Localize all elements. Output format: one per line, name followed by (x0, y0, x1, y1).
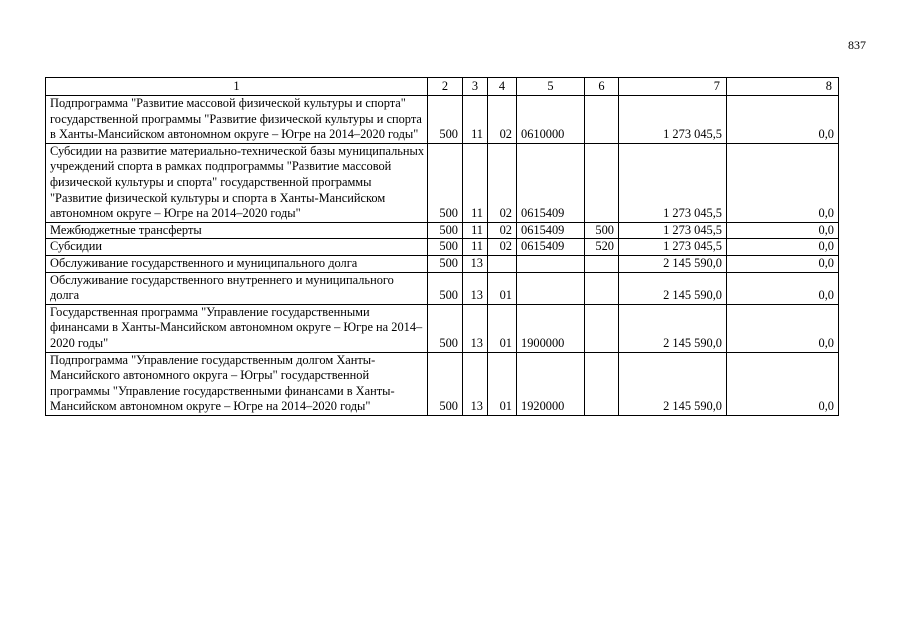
table-row (46, 96, 839, 144)
row-cell-col8: 0,0 (727, 304, 839, 352)
row-cell-col4: 02 (488, 222, 517, 239)
row-cell-col4: 01 (488, 352, 517, 415)
row-cell-col4: 02 (488, 143, 517, 222)
row-cell-col5: 1920000 (517, 352, 585, 415)
row-cell-col7: 2 145 590,0 (619, 304, 727, 352)
row-cell-col3: 11 (463, 96, 488, 144)
table-row (46, 272, 839, 304)
row-cell-col5: 0610000 (517, 96, 585, 144)
header-col-3: 3 (463, 78, 488, 96)
header-col-4: 4 (488, 78, 517, 96)
row-cell-col5: 0615409 (517, 143, 585, 222)
row-cell-col6: 500 (585, 222, 619, 239)
row-cell-col2: 500 (428, 222, 463, 239)
table-row (46, 239, 839, 256)
row-cell-col7: 2 145 590,0 (619, 272, 727, 304)
row-cell-col8: 0,0 (727, 96, 839, 144)
row-cell-col7: 1 273 045,5 (619, 239, 727, 256)
row-name-cell: Обслуживание государственного и муниципального долга (46, 255, 428, 272)
row-cell-col8: 0,0 (727, 239, 839, 256)
row-cell-col2: 500 (428, 96, 463, 144)
header-col-8: 8 (727, 78, 839, 96)
row-cell-col2: 500 (428, 143, 463, 222)
budget-table (45, 77, 839, 416)
header-col-6: 6 (585, 78, 619, 96)
header-col-5: 5 (517, 78, 585, 96)
row-cell-col5: 0615409 (517, 222, 585, 239)
header-col-7: 7 (619, 78, 727, 96)
row-cell-col3: 13 (463, 272, 488, 304)
row-cell-col6: 520 (585, 239, 619, 256)
header-col-1: 1 (46, 78, 428, 96)
row-name-cell: Подпрограмма "Управление государственным долгом Ханты-Мансийского автономного округа – Югры" государственной программы "Управление государственными финансами в Ханты-Мансийском автономном округе – Югре на 2014–2020 годы" (46, 352, 428, 415)
row-cell-col4: 02 (488, 239, 517, 256)
row-cell-col2: 500 (428, 272, 463, 304)
row-cell-col5: 0615409 (517, 239, 585, 256)
row-cell-col6 (585, 352, 619, 415)
row-cell-col5 (517, 272, 585, 304)
row-cell-col4: 01 (488, 272, 517, 304)
row-cell-col8: 0,0 (727, 352, 839, 415)
row-cell-col2: 500 (428, 255, 463, 272)
row-cell-col8: 0,0 (727, 272, 839, 304)
row-cell-col3: 13 (463, 255, 488, 272)
row-cell-col5: 1900000 (517, 304, 585, 352)
table-header-row (46, 78, 839, 96)
row-cell-col6 (585, 96, 619, 144)
row-cell-col5 (517, 255, 585, 272)
row-cell-col7: 1 273 045,5 (619, 96, 727, 144)
row-name-cell: Подпрограмма "Развитие массовой физической культуры и спорта" государственной программы "Развитие физической культуры и спорта в Ханты-Мансийском автономном округе – Югре на 2014–2020 годы" (46, 96, 428, 144)
row-cell-col4: 02 (488, 96, 517, 144)
table-row (46, 222, 839, 239)
row-cell-col3: 11 (463, 143, 488, 222)
row-cell-col2: 500 (428, 304, 463, 352)
row-cell-col6 (585, 272, 619, 304)
row-cell-col8: 0,0 (727, 143, 839, 222)
row-cell-col3: 13 (463, 304, 488, 352)
table-row (46, 352, 839, 415)
row-cell-col3: 11 (463, 239, 488, 256)
row-cell-col6 (585, 255, 619, 272)
row-cell-col3: 13 (463, 352, 488, 415)
row-cell-col2: 500 (428, 352, 463, 415)
header-col-2: 2 (428, 78, 463, 96)
row-cell-col7: 1 273 045,5 (619, 222, 727, 239)
page-number: 837 (848, 38, 866, 52)
row-cell-col4 (488, 255, 517, 272)
row-name-cell: Обслуживание государственного внутреннего и муниципального долга (46, 272, 428, 304)
row-cell-col3: 11 (463, 222, 488, 239)
row-name-cell: Межбюджетные трансферты (46, 222, 428, 239)
row-name-cell: Субсидии на развитие материально-технической базы муниципальных учреждений спорта в рамках подпрограммы "Развитие массовой физической культуры и спорта" государственной программы "Развитие физической культуры и спорта в Ханты-Мансийском автономном округе – Югре на 2014–2020 годы" (46, 143, 428, 222)
row-cell-col6 (585, 143, 619, 222)
row-cell-col7: 2 145 590,0 (619, 255, 727, 272)
row-name-cell: Субсидии (46, 239, 428, 256)
row-name-cell: Государственная программа "Управление государственными финансами в Ханты-Мансийском автономном округе – Югре на 2014–2020 годы" (46, 304, 428, 352)
row-cell-col7: 2 145 590,0 (619, 352, 727, 415)
table-row (46, 255, 839, 272)
row-cell-col2: 500 (428, 239, 463, 256)
table-row (46, 143, 839, 222)
row-cell-col6 (585, 304, 619, 352)
row-cell-col8: 0,0 (727, 222, 839, 239)
table-row (46, 304, 839, 352)
row-cell-col8: 0,0 (727, 255, 839, 272)
row-cell-col7: 1 273 045,5 (619, 143, 727, 222)
row-cell-col4: 01 (488, 304, 517, 352)
